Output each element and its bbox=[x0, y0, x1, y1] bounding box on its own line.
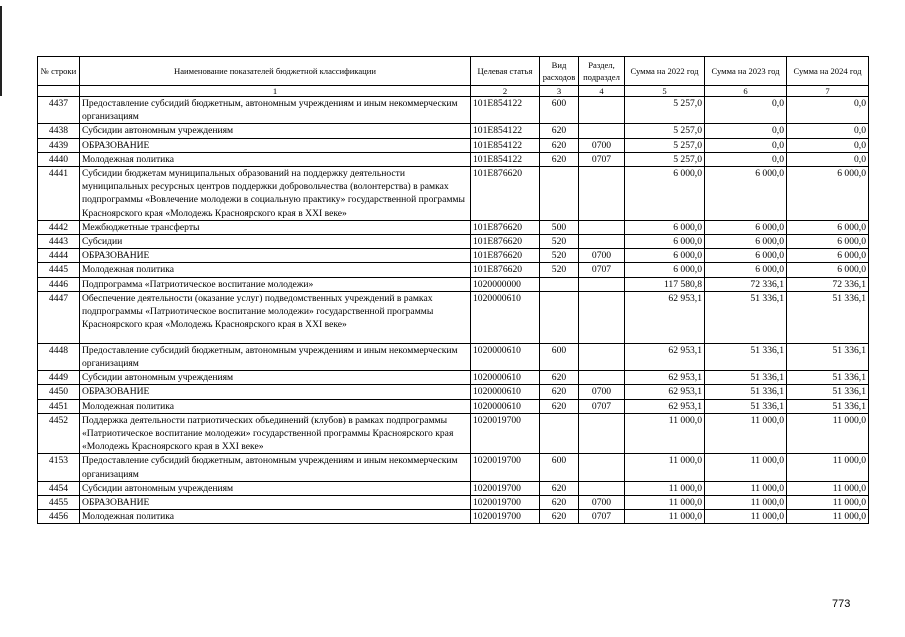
sum-2024-cell: 6 000,0 bbox=[787, 263, 869, 277]
table-row bbox=[38, 454, 869, 481]
expense-type-cell bbox=[540, 277, 579, 291]
row-number-cell: 4442 bbox=[38, 220, 80, 234]
header-row-number: № строки bbox=[38, 57, 80, 86]
sum-2024-cell: 6 000,0 bbox=[787, 167, 869, 221]
sum-2024-cell: 51 336,1 bbox=[787, 371, 869, 385]
expense-type-cell: 620 bbox=[540, 496, 579, 510]
section-cell: 0707 bbox=[579, 263, 625, 277]
table-row bbox=[38, 138, 869, 152]
table-row bbox=[38, 220, 869, 234]
table-row bbox=[38, 496, 869, 510]
sum-2022-cell: 62 953,1 bbox=[625, 371, 705, 385]
section-cell bbox=[579, 124, 625, 138]
row-number-cell: 4449 bbox=[38, 371, 80, 385]
column-number: 3 bbox=[540, 86, 579, 97]
column-number-row bbox=[38, 86, 869, 97]
header-target-article: Целевая статья bbox=[471, 57, 540, 86]
row-number-cell: 4447 bbox=[38, 291, 80, 343]
indicator-name-cell: ОБРАЗОВАНИЕ bbox=[80, 385, 471, 399]
table-row bbox=[38, 510, 869, 524]
sum-2022-cell: 6 000,0 bbox=[625, 263, 705, 277]
table-row bbox=[38, 167, 869, 221]
expense-type-cell: 600 bbox=[540, 343, 579, 370]
sum-2023-cell: 0,0 bbox=[705, 124, 787, 138]
indicator-name-cell: Подпрограмма «Патриотическое воспитание молодежи» bbox=[80, 277, 471, 291]
section-cell bbox=[579, 235, 625, 249]
target-article-cell: 101E876620 bbox=[471, 249, 540, 263]
sum-2022-cell: 6 000,0 bbox=[625, 235, 705, 249]
target-article-cell: 1020019700 bbox=[471, 413, 540, 454]
indicator-name-cell: Молодежная политика bbox=[80, 399, 471, 413]
sum-2024-cell: 11 000,0 bbox=[787, 413, 869, 454]
row-number-cell: 4439 bbox=[38, 138, 80, 152]
indicator-name-cell: Молодежная политика bbox=[80, 152, 471, 166]
sum-2024-cell: 51 336,1 bbox=[787, 291, 869, 343]
sum-2023-cell: 11 000,0 bbox=[705, 481, 787, 495]
sum-2024-cell: 51 336,1 bbox=[787, 343, 869, 370]
sum-2023-cell: 6 000,0 bbox=[705, 249, 787, 263]
header-sum-2022: Сумма на 2022 год bbox=[625, 57, 705, 86]
sum-2022-cell: 5 257,0 bbox=[625, 138, 705, 152]
table-header bbox=[38, 57, 869, 97]
sum-2023-cell: 51 336,1 bbox=[705, 399, 787, 413]
section-cell bbox=[579, 343, 625, 370]
left-margin-rule bbox=[0, 6, 2, 96]
sum-2024-cell: 0,0 bbox=[787, 152, 869, 166]
indicator-name-cell: Субсидии bbox=[80, 235, 471, 249]
row-number-cell: 4444 bbox=[38, 249, 80, 263]
section-cell: 0700 bbox=[579, 385, 625, 399]
column-number bbox=[38, 86, 80, 97]
expense-type-cell: 520 bbox=[540, 235, 579, 249]
target-article-cell: 101E854122 bbox=[471, 124, 540, 138]
indicator-name-cell: ОБРАЗОВАНИЕ bbox=[80, 138, 471, 152]
sum-2022-cell: 62 953,1 bbox=[625, 399, 705, 413]
section-cell bbox=[579, 220, 625, 234]
expense-type-cell bbox=[540, 291, 579, 343]
sum-2022-cell: 11 000,0 bbox=[625, 413, 705, 454]
header-section: Раздел, подраздел bbox=[579, 57, 625, 86]
sum-2022-cell: 62 953,1 bbox=[625, 385, 705, 399]
row-number-cell: 4437 bbox=[38, 97, 80, 124]
table-row bbox=[38, 343, 869, 370]
sum-2023-cell: 51 336,1 bbox=[705, 343, 787, 370]
sum-2022-cell: 62 953,1 bbox=[625, 343, 705, 370]
sum-2023-cell: 51 336,1 bbox=[705, 291, 787, 343]
sum-2023-cell: 11 000,0 bbox=[705, 454, 787, 481]
target-article-cell: 101E854122 bbox=[471, 138, 540, 152]
row-number-cell: 4446 bbox=[38, 277, 80, 291]
row-number-cell: 4450 bbox=[38, 385, 80, 399]
target-article-cell: 1020019700 bbox=[471, 481, 540, 495]
indicator-name-cell: ОБРАЗОВАНИЕ bbox=[80, 249, 471, 263]
sum-2023-cell: 72 336,1 bbox=[705, 277, 787, 291]
header-expense-type: Вид расходов bbox=[540, 57, 579, 86]
sum-2023-cell: 0,0 bbox=[705, 152, 787, 166]
row-number-cell: 4445 bbox=[38, 263, 80, 277]
header-sum-2024: Сумма на 2024 год bbox=[787, 57, 869, 86]
row-number-cell: 4454 bbox=[38, 481, 80, 495]
table-row bbox=[38, 399, 869, 413]
header-name: Наименование показателей бюджетной классификации bbox=[80, 57, 471, 86]
table-row bbox=[38, 124, 869, 138]
row-number-cell: 4438 bbox=[38, 124, 80, 138]
target-article-cell: 1020000610 bbox=[471, 385, 540, 399]
sum-2023-cell: 11 000,0 bbox=[705, 413, 787, 454]
section-cell: 0707 bbox=[579, 399, 625, 413]
header-sum-2023: Сумма на 2023 год bbox=[705, 57, 787, 86]
sum-2023-cell: 0,0 bbox=[705, 97, 787, 124]
expense-type-cell: 620 bbox=[540, 152, 579, 166]
section-cell bbox=[579, 371, 625, 385]
sum-2023-cell: 51 336,1 bbox=[705, 385, 787, 399]
expense-type-cell bbox=[540, 167, 579, 221]
table-row bbox=[38, 97, 869, 124]
target-article-cell: 101E854122 bbox=[471, 97, 540, 124]
sum-2024-cell: 6 000,0 bbox=[787, 249, 869, 263]
sum-2024-cell: 6 000,0 bbox=[787, 220, 869, 234]
sum-2022-cell: 11 000,0 bbox=[625, 481, 705, 495]
table-row bbox=[38, 481, 869, 495]
section-cell bbox=[579, 277, 625, 291]
expense-type-cell: 620 bbox=[540, 385, 579, 399]
indicator-name-cell: Молодежная политика bbox=[80, 263, 471, 277]
target-article-cell: 1020019700 bbox=[471, 496, 540, 510]
sum-2024-cell: 11 000,0 bbox=[787, 510, 869, 524]
target-article-cell: 101E876620 bbox=[471, 235, 540, 249]
sum-2024-cell: 11 000,0 bbox=[787, 496, 869, 510]
table-row bbox=[38, 413, 869, 454]
indicator-name-cell: Обеспечение деятельности (оказание услуг) подведомственных учреждений в рамках подпрограммы «Патриотическое воспитание молодежи» государственной программы Красноярского края «Молодежь Красноярского края в XXI веке» bbox=[80, 291, 471, 343]
table-row bbox=[38, 235, 869, 249]
page-number: 773 bbox=[832, 598, 851, 610]
target-article-cell: 101E876620 bbox=[471, 167, 540, 221]
sum-2024-cell: 0,0 bbox=[787, 124, 869, 138]
section-cell: 0700 bbox=[579, 138, 625, 152]
sum-2024-cell: 51 336,1 bbox=[787, 399, 869, 413]
row-number-cell: 4448 bbox=[38, 343, 80, 370]
indicator-name-cell: Субсидии автономным учреждениям bbox=[80, 124, 471, 138]
table-row bbox=[38, 152, 869, 166]
expense-type-cell: 600 bbox=[540, 454, 579, 481]
section-cell: 0707 bbox=[579, 510, 625, 524]
sum-2024-cell: 11 000,0 bbox=[787, 481, 869, 495]
column-number: 7 bbox=[787, 86, 869, 97]
sum-2023-cell: 6 000,0 bbox=[705, 167, 787, 221]
sum-2023-cell: 11 000,0 bbox=[705, 510, 787, 524]
sum-2022-cell: 11 000,0 bbox=[625, 496, 705, 510]
table-row bbox=[38, 291, 869, 343]
sum-2023-cell: 6 000,0 bbox=[705, 263, 787, 277]
sum-2022-cell: 11 000,0 bbox=[625, 510, 705, 524]
target-article-cell: 101E854122 bbox=[471, 152, 540, 166]
budget-table bbox=[37, 56, 869, 524]
sum-2022-cell: 5 257,0 bbox=[625, 152, 705, 166]
budget-table-sheet bbox=[37, 56, 868, 524]
target-article-cell: 101E876620 bbox=[471, 263, 540, 277]
sum-2024-cell: 72 336,1 bbox=[787, 277, 869, 291]
sum-2023-cell: 51 336,1 bbox=[705, 371, 787, 385]
sum-2022-cell: 5 257,0 bbox=[625, 124, 705, 138]
target-article-cell: 1020000610 bbox=[471, 291, 540, 343]
column-number: 1 bbox=[80, 86, 471, 97]
column-number: 4 bbox=[579, 86, 625, 97]
row-number-cell: 4456 bbox=[38, 510, 80, 524]
expense-type-cell: 620 bbox=[540, 138, 579, 152]
table-row bbox=[38, 263, 869, 277]
sum-2023-cell: 6 000,0 bbox=[705, 235, 787, 249]
indicator-name-cell: Предоставление субсидий бюджетным, автономным учреждениям и иным некоммерческим организациям bbox=[80, 97, 471, 124]
section-cell bbox=[579, 97, 625, 124]
row-number-cell: 4441 bbox=[38, 167, 80, 221]
column-number: 6 bbox=[705, 86, 787, 97]
sum-2022-cell: 5 257,0 bbox=[625, 97, 705, 124]
row-number-cell: 4451 bbox=[38, 399, 80, 413]
sum-2022-cell: 11 000,0 bbox=[625, 454, 705, 481]
sum-2022-cell: 117 580,8 bbox=[625, 277, 705, 291]
indicator-name-cell: Межбюджетные трансферты bbox=[80, 220, 471, 234]
section-cell: 0700 bbox=[579, 496, 625, 510]
expense-type-cell: 620 bbox=[540, 510, 579, 524]
target-article-cell: 101E876620 bbox=[471, 220, 540, 234]
row-number-cell: 4153 bbox=[38, 454, 80, 481]
sum-2024-cell: 0,0 bbox=[787, 97, 869, 124]
sum-2024-cell: 6 000,0 bbox=[787, 235, 869, 249]
table-row bbox=[38, 249, 869, 263]
sum-2022-cell: 6 000,0 bbox=[625, 249, 705, 263]
sum-2022-cell: 62 953,1 bbox=[625, 291, 705, 343]
target-article-cell: 1020000610 bbox=[471, 371, 540, 385]
sum-2022-cell: 6 000,0 bbox=[625, 220, 705, 234]
expense-type-cell: 620 bbox=[540, 124, 579, 138]
expense-type-cell: 520 bbox=[540, 249, 579, 263]
expense-type-cell: 620 bbox=[540, 371, 579, 385]
sum-2023-cell: 0,0 bbox=[705, 138, 787, 152]
section-cell: 0707 bbox=[579, 152, 625, 166]
sum-2024-cell: 0,0 bbox=[787, 138, 869, 152]
section-cell bbox=[579, 167, 625, 221]
target-article-cell: 1020000000 bbox=[471, 277, 540, 291]
column-number: 5 bbox=[625, 86, 705, 97]
sum-2024-cell: 51 336,1 bbox=[787, 385, 869, 399]
indicator-name-cell: Предоставление субсидий бюджетным, автономным учреждениям и иным некоммерческим организациям bbox=[80, 343, 471, 370]
expense-type-cell: 600 bbox=[540, 97, 579, 124]
indicator-name-cell: ОБРАЗОВАНИЕ bbox=[80, 496, 471, 510]
sum-2024-cell: 11 000,0 bbox=[787, 454, 869, 481]
table-row bbox=[38, 277, 869, 291]
indicator-name-cell: Субсидии автономным учреждениям bbox=[80, 481, 471, 495]
target-article-cell: 1020019700 bbox=[471, 454, 540, 481]
expense-type-cell: 520 bbox=[540, 263, 579, 277]
column-number: 2 bbox=[471, 86, 540, 97]
sum-2023-cell: 11 000,0 bbox=[705, 496, 787, 510]
expense-type-cell: 620 bbox=[540, 481, 579, 495]
section-cell: 0700 bbox=[579, 249, 625, 263]
indicator-name-cell: Субсидии бюджетам муниципальных образований на поддержку деятельности муниципальных ресурсных центров поддержки добровольчества (волонтерства) в рамках подпрограммы «Вовлечение молодежи в социальную практику» государственной программы Красноярского края «Молодежь Красноярского края в XXI веке» bbox=[80, 167, 471, 221]
section-cell bbox=[579, 413, 625, 454]
sum-2022-cell: 6 000,0 bbox=[625, 167, 705, 221]
indicator-name-cell: Предоставление субсидий бюджетным, автономным учреждениям и иным некоммерческим организациям bbox=[80, 454, 471, 481]
expense-type-cell: 620 bbox=[540, 399, 579, 413]
target-article-cell: 1020000610 bbox=[471, 343, 540, 370]
table-row bbox=[38, 371, 869, 385]
row-number-cell: 4443 bbox=[38, 235, 80, 249]
indicator-name-cell: Поддержка деятельности патриотических объединений (клубов) в рамках подпрограммы «Патриотическое воспитание молодежи» государственной программы Красноярского края «Молодежь Красноярского края в XXI веке» bbox=[80, 413, 471, 454]
expense-type-cell: 500 bbox=[540, 220, 579, 234]
target-article-cell: 1020000610 bbox=[471, 399, 540, 413]
sum-2023-cell: 6 000,0 bbox=[705, 220, 787, 234]
table-body bbox=[38, 97, 869, 524]
target-article-cell: 1020019700 bbox=[471, 510, 540, 524]
section-cell bbox=[579, 291, 625, 343]
header-row bbox=[38, 57, 869, 86]
section-cell bbox=[579, 454, 625, 481]
row-number-cell: 4452 bbox=[38, 413, 80, 454]
section-cell bbox=[579, 481, 625, 495]
expense-type-cell bbox=[540, 413, 579, 454]
row-number-cell: 4455 bbox=[38, 496, 80, 510]
table-row bbox=[38, 385, 869, 399]
indicator-name-cell: Молодежная политика bbox=[80, 510, 471, 524]
indicator-name-cell: Субсидии автономным учреждениям bbox=[80, 371, 471, 385]
row-number-cell: 4440 bbox=[38, 152, 80, 166]
